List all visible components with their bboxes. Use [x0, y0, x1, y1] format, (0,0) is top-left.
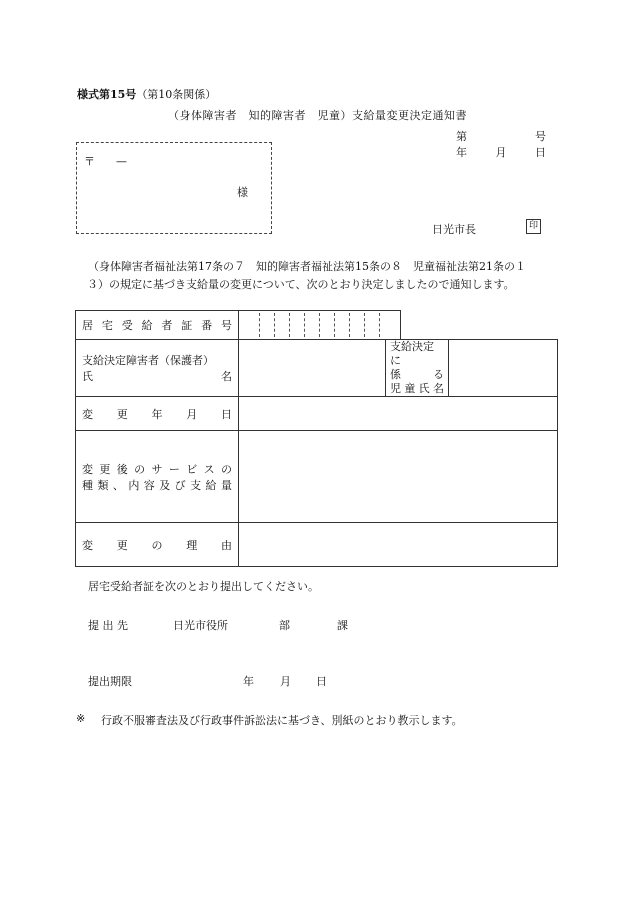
form-number-line	[77, 86, 216, 102]
cert-number-boxes	[245, 313, 394, 337]
cert-number-cell[interactable]	[239, 311, 401, 340]
form-number: 様式第15号	[77, 88, 137, 101]
child-label-ru: る	[433, 368, 444, 381]
postal-dash: —	[115, 155, 127, 168]
date-month: 月	[495, 146, 507, 159]
number-prefix: 第	[456, 130, 467, 143]
notice-line-2: ３）の規定に基づき支給量の変更について、次のとおり決定しましたので通知します。	[87, 278, 515, 291]
deadline-year: 年	[243, 675, 254, 688]
child-label-cell	[386, 340, 449, 397]
service-label-line2: 種類、内容及び支給量	[82, 478, 232, 492]
honorific: 様	[237, 186, 248, 199]
deadline-label: 提出期限	[88, 675, 132, 688]
number-date-block	[456, 128, 546, 160]
seal-mark: 印	[526, 219, 541, 234]
change-date-cell[interactable]	[239, 397, 558, 431]
date-day: 日	[535, 146, 546, 159]
cert-label-cell	[76, 311, 239, 340]
certificate-table	[75, 310, 401, 340]
postal-line	[84, 153, 127, 169]
service-cell[interactable]	[239, 431, 558, 523]
notice-line-1: （身体障害者福祉法第17条の７ 知的障害者福祉法第15条の８ 児童福祉法第21条の１	[88, 260, 526, 273]
child-label-line1: 支給決定に	[390, 340, 434, 367]
postal-mark: 〒	[84, 155, 95, 168]
submit-instruction: 居宅受給者証を次のとおり提出してください。	[88, 580, 319, 593]
form-relation: （第10条関係）	[136, 88, 217, 101]
note-text: 行政不服審査法及び行政事件訴訟法に基づき、別紙のとおり教示します。	[101, 714, 463, 727]
recipient-name-cell[interactable]	[239, 340, 386, 397]
cert-label: 居宅受給者証番号	[82, 319, 232, 332]
submit-to-label: 提 出 先	[88, 619, 128, 632]
reason-cell[interactable]	[239, 523, 558, 567]
child-label-line3: 児童氏名	[390, 382, 444, 395]
deadline-day: 日	[316, 675, 327, 688]
recipient-label-shi: 氏	[82, 370, 93, 383]
submit-to-dept: 部	[279, 619, 290, 632]
submit-to-row	[88, 617, 128, 633]
mayor-title: 日光市長	[432, 223, 476, 236]
date-year: 年	[456, 146, 467, 159]
reason-label: 変更の理由	[82, 538, 232, 552]
note-mark: ※	[76, 712, 86, 725]
notice-body	[88, 258, 558, 294]
details-table	[75, 339, 558, 567]
submit-to-section: 課	[337, 619, 348, 632]
child-name-cell[interactable]	[449, 340, 558, 397]
service-label-cell	[76, 431, 239, 523]
reason-label-cell	[76, 523, 239, 567]
service-label-line1: 変更後のサービスの	[82, 462, 232, 476]
number-suffix: 号	[535, 130, 546, 143]
change-date-label: 変更年月日	[82, 407, 232, 421]
deadline-month: 月	[280, 675, 291, 688]
recipient-label-mei: 名	[221, 370, 232, 383]
document-title: （身体障害者 知的障害者 児童）支給量変更決定通知書	[168, 109, 467, 122]
change-date-label-cell	[76, 397, 239, 431]
submit-to-office: 日光市役所	[173, 619, 228, 632]
recipient-label-cell	[76, 340, 239, 397]
address-box	[76, 142, 272, 234]
child-label-kakari: 係	[390, 368, 401, 381]
recipient-label-line1: 支給決定障害者（保護者）	[82, 354, 214, 367]
